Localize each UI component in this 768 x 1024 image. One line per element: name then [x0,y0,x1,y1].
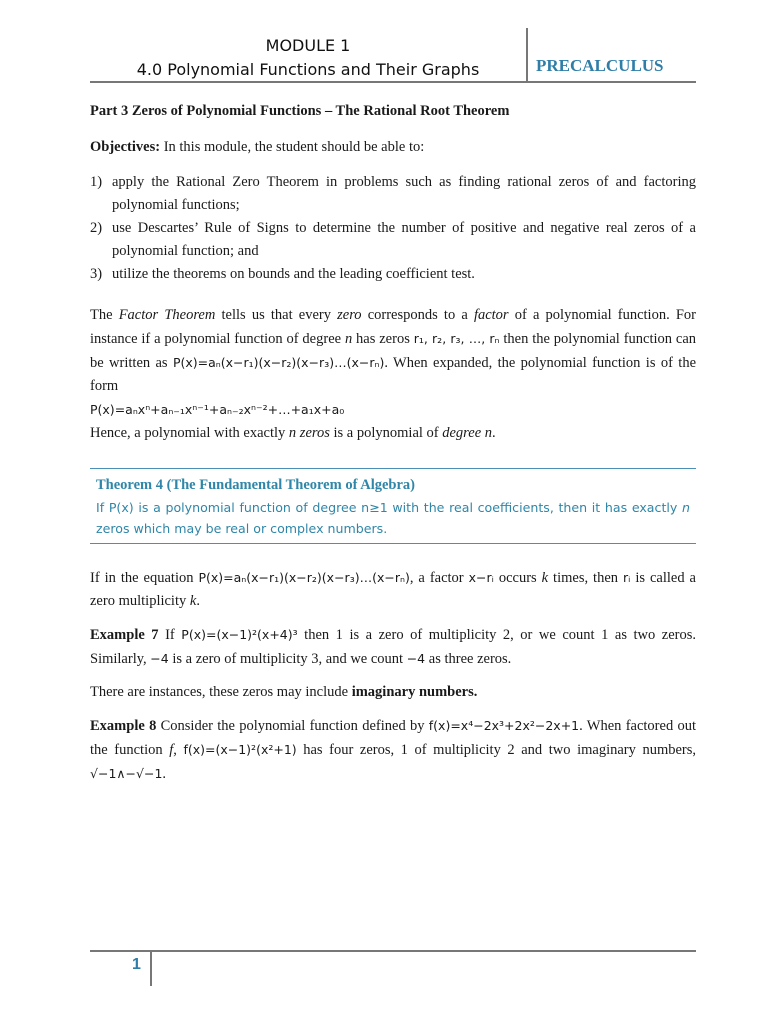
text-run: , [173,742,184,758]
text-run: If [158,627,182,643]
text-run: with the real coefficients, then it has exactly [387,500,682,515]
list-item-text: apply the Rational Zero Theorem in problems such as finding rational zeros of and factoring polynomial functions; [112,174,696,213]
example-label: Example 8 [90,718,157,734]
list-item-text: utilize the theorems on bounds and the leading coefficient test. [112,266,475,282]
example-8 [90,714,696,786]
text-run: There are instances, these zeros may include [90,684,352,700]
text-run: of a polynomial function. For instance if a polynomial function of degree [90,307,696,347]
page-header [90,28,696,83]
objectives-intro [90,136,696,159]
math-variable: n [682,500,690,515]
math-expression: f(x)=x⁴−2x³+2x²−2x+1 [428,718,580,733]
text-run: If in the equation [90,570,199,586]
header-titles [90,34,526,82]
spacer [90,544,696,566]
section-title: 4.0 Polynomial Functions and Their Graphs [136,60,480,79]
degree-term: degree n [442,425,493,441]
math-variable: k [189,593,197,609]
objectives-text: In this module, the student should be able to: [160,139,425,155]
text-run: . [492,425,496,441]
text-run: zeros which may be real or complex numbers. [96,521,388,536]
text-run: occurs [493,570,542,586]
page-content [90,100,696,796]
text-run: . [196,593,200,609]
math-expression: x−rᵢ [468,570,494,585]
text-run: as three zeros. [425,651,512,667]
header-divider [526,28,528,82]
zero-term: zero [337,307,362,323]
text-run: , a factor [409,570,469,586]
list-item [90,217,696,263]
text-run: has four zeros, 1 of multiplicity 2 and two imaginary numbers, [296,742,697,758]
list-item-number: 2) [90,220,103,236]
text-run: times, then [548,570,623,586]
text-run: . When factored out the function [90,718,697,758]
text-run: . [162,766,167,782]
page-number: 1 [132,956,141,973]
theorem-box [90,468,696,544]
multiplicity-paragraph [90,566,696,613]
text-run: corresponds to a [361,307,474,323]
math-expression: f(x)=(x−1)²(x²+1) [183,742,297,757]
text-run: has zeros [352,331,414,347]
footer-rule [90,950,696,952]
text-run: If [96,500,109,515]
text-run: tells us that every [215,307,338,323]
list-item-number: 3) [90,266,103,282]
factor-term: factor [473,307,509,323]
list-item-text: use Descartes’ Rule of Signs to determine the number of positive and negative real zeros of a polynomial function; and [112,220,696,259]
list-item-number: 1) [90,174,103,190]
example-7 [90,623,696,671]
list-item [90,171,696,217]
text-run: . When expanded, the polynomial function is of the form [90,355,696,394]
example-label: Example 7 [90,627,159,643]
header-rule [90,81,696,83]
text-run: is called a zero multiplicity [90,570,696,609]
factor-theorem-term: Factor Theorem [118,307,216,323]
expanded-form-formula: P(x)=aₙxⁿ+aₙ₋₁xⁿ⁻¹+aₙ₋₂xⁿ⁻²+…+a₁x+a₀ [90,402,345,417]
math-expression: √−1∧−√−1 [90,766,163,781]
module-label: MODULE 1 [265,36,351,55]
objectives-list [90,171,696,286]
math-expression: P(x) [108,500,134,515]
math-variable: k [541,570,549,586]
zeros-list-formula: r₁, r₂, r₃, …, rₙ [413,331,500,346]
math-expression: n≥1 [361,500,388,515]
factored-form-formula: P(x)=aₙ(x−r₁)(x−r₂)(x−r₃)…(x−rₙ) [172,355,385,370]
math-expression: −4 [150,651,169,666]
math-expression: P(x)=(x−1)²(x+4)³ [181,627,298,642]
text-run: The [90,307,119,323]
text-run: Consider the polynomial function defined by [156,718,429,734]
text-run: Hence, a polynomial with exactly [90,425,289,441]
math-variable: f [169,742,174,758]
text-run: is a polynomial of [329,425,443,441]
theorem-body [96,497,690,539]
list-item [90,263,696,286]
math-expression: P(x)=aₙ(x−r₁)(x−r₂)(x−r₃)…(x−rₙ) [198,570,410,585]
part-title: Part 3 Zeros of Polynomial Functions – The Rational Root Theorem [90,103,510,119]
math-expression: −4 [406,651,426,666]
text-run: then 1 is a zero of multiplicity 2, or we count 1 as two zeros. Similarly, [90,627,696,667]
theorem-title: Theorem 4 (The Fundamental Theorem of Algebra) [96,477,415,493]
text-run: then the polynomial function can be written as [90,331,697,371]
text-run: is a zero of multiplicity 3, and we count [168,651,407,667]
subject-label: PRECALCULUS [536,56,664,75]
factor-theorem-paragraph [90,304,696,445]
text-run: is a polynomial function of degree [133,500,362,515]
imaginary-paragraph [90,681,696,704]
footer-divider [150,952,152,986]
math-expression: rᵢ [622,570,631,585]
bold-term: imaginary numbers. [351,684,478,700]
objectives-label: Objectives: [90,139,161,155]
n-zeros-term: n zeros [288,425,330,441]
math-variable: n [344,331,353,347]
